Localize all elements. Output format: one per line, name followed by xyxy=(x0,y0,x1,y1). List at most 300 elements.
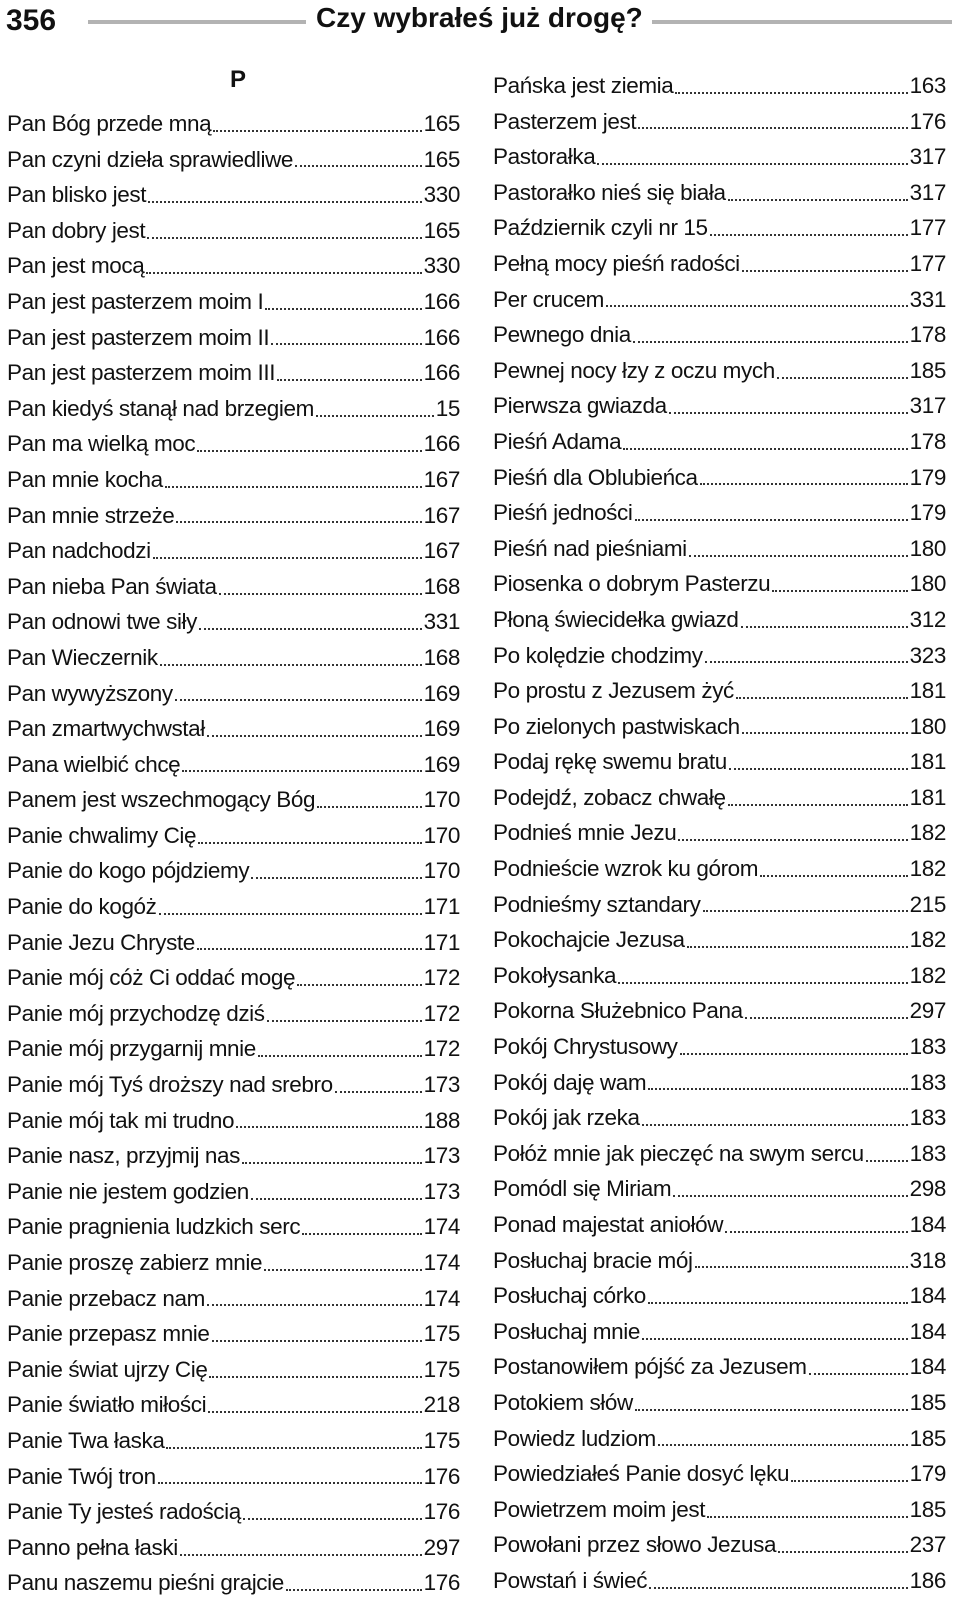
entry-title: Podejdź, zobacz chwałę xyxy=(493,784,726,810)
entry-page-number: 331 xyxy=(423,609,460,635)
dot-leader xyxy=(707,1516,908,1518)
entry-title: Panie przepasz mnie xyxy=(7,1321,210,1347)
entry-title: Panie nie jestem godzien xyxy=(7,1178,249,1204)
entry-title: Pan jest mocą xyxy=(7,253,145,279)
index-entry xyxy=(7,498,460,534)
index-entry xyxy=(493,958,946,994)
dot-leader xyxy=(642,1124,908,1126)
dot-leader xyxy=(725,1231,908,1233)
index-entry xyxy=(493,1456,946,1492)
dot-leader xyxy=(236,1126,421,1128)
dot-leader xyxy=(648,1088,907,1090)
entry-page-number: 181 xyxy=(909,749,946,775)
index-entry xyxy=(493,460,946,496)
entry-title: Panu naszemu pieśni grajcie xyxy=(7,1570,284,1596)
dot-leader xyxy=(680,1053,908,1055)
entry-title: Podnieście wzrok ku górom xyxy=(493,856,759,882)
dot-leader xyxy=(606,305,908,307)
entry-title: Pana wielbić chcę xyxy=(7,751,181,777)
entry-title: Pan Bóg przede mną xyxy=(7,111,212,136)
dot-leader xyxy=(209,1376,421,1378)
dot-leader xyxy=(219,593,422,595)
entry-title: Panie do kogóż xyxy=(7,894,157,920)
entry-title: Pastorałka xyxy=(493,144,596,170)
dot-leader xyxy=(703,910,908,912)
entry-title: Panie mój przygarnij mnie xyxy=(7,1036,256,1062)
entry-page-number: 184 xyxy=(909,1212,946,1237)
entry-page-number: 186 xyxy=(909,1567,946,1593)
entry-title: Pasterzem jest xyxy=(493,108,637,134)
entry-title: Postanowiłem pójść za Jezusem xyxy=(493,1354,807,1380)
entry-title: Pokój jak rzeka xyxy=(493,1105,640,1131)
entry-page-number: 312 xyxy=(909,606,946,632)
entry-page-number: 188 xyxy=(423,1107,460,1133)
dot-leader xyxy=(213,130,421,132)
entry-title: Pan ma wielką moc xyxy=(7,431,196,457)
entry-page-number: 183 xyxy=(909,1140,946,1166)
entry-page-number: 169 xyxy=(423,680,460,706)
index-entry xyxy=(7,284,460,320)
entry-page-number: 183 xyxy=(909,1034,946,1060)
entry-title: Panie świat ujrzy Cię xyxy=(7,1356,208,1382)
index-entry xyxy=(493,1171,946,1207)
entry-title: Pan jest pasterzem moim I xyxy=(7,288,264,314)
dot-leader xyxy=(649,1587,908,1589)
entry-page-number: 179 xyxy=(909,500,946,526)
entry-page-number: 183 xyxy=(909,1069,946,1095)
dot-leader xyxy=(180,1554,422,1556)
entry-page-number: 317 xyxy=(909,393,946,419)
index-entry xyxy=(7,604,460,640)
entry-title: Panie pragnienia ludzkich serc xyxy=(7,1214,301,1240)
entry-page-number: 185 xyxy=(909,1425,946,1451)
entry-page-number: 165 xyxy=(423,217,460,243)
dot-leader xyxy=(745,1017,908,1019)
dot-leader xyxy=(648,1302,908,1304)
entry-title: Panie Twa łaska xyxy=(7,1427,165,1453)
entry-page-number: 172 xyxy=(423,1036,460,1062)
index-entry xyxy=(493,388,946,424)
entry-page-number: 318 xyxy=(909,1247,946,1273)
dot-leader xyxy=(777,377,908,379)
entry-page-number: 167 xyxy=(423,538,460,564)
entry-page-number: 177 xyxy=(909,250,946,276)
dot-leader xyxy=(742,732,908,734)
dot-leader xyxy=(317,806,422,808)
index-entry xyxy=(493,1278,946,1314)
dot-leader xyxy=(658,1444,908,1446)
dot-leader xyxy=(742,270,908,272)
dot-leader xyxy=(791,1480,908,1482)
entry-page-number: 182 xyxy=(909,856,946,882)
index-entry xyxy=(493,744,946,780)
dot-leader xyxy=(689,555,908,557)
index-entry xyxy=(7,711,460,747)
entry-title: Powstań i świeć xyxy=(493,1567,648,1593)
entry-page-number: 184 xyxy=(909,1354,946,1380)
entry-title: Piosenka o dobrym Pasterzu xyxy=(493,571,771,597)
entry-page-number: 171 xyxy=(423,894,460,920)
entry-page-number: 180 xyxy=(909,713,946,739)
dot-leader xyxy=(673,1195,907,1197)
index-entry xyxy=(7,1245,460,1281)
index-entry xyxy=(493,175,946,211)
entry-title: Pieśń jedności xyxy=(493,500,633,526)
entry-page-number: 298 xyxy=(909,1176,946,1202)
index-entry xyxy=(7,1067,460,1103)
entry-page-number: 184 xyxy=(909,1318,946,1344)
entry-page-number: 330 xyxy=(423,182,460,208)
dot-leader xyxy=(286,1589,422,1591)
page-header xyxy=(0,0,960,44)
dot-leader xyxy=(623,448,907,450)
entry-page-number: 167 xyxy=(423,502,460,528)
entry-title: Pewnego dnia xyxy=(493,322,631,348)
dot-leader xyxy=(197,948,422,950)
dot-leader xyxy=(675,92,907,94)
entry-title: Panie mój cóż Ci oddać mogę xyxy=(7,965,296,991)
entry-title: Podnieś mnie Jezu xyxy=(493,820,677,846)
entry-page-number: 178 xyxy=(909,428,946,454)
index-entry xyxy=(7,462,460,498)
entry-page-number: 172 xyxy=(423,965,460,991)
entry-title: Pełną mocy pieśń radości xyxy=(493,250,740,276)
running-title: Czy wybrałeś już drogę? xyxy=(316,2,643,33)
entry-page-number: 176 xyxy=(423,1570,460,1596)
entry-title: Panem jest wszechmogący Bóg xyxy=(7,787,316,813)
entry-page-number: 330 xyxy=(423,253,460,279)
index-entry xyxy=(7,213,460,249)
entry-title: Per crucem xyxy=(493,286,605,312)
entry-page-number: 174 xyxy=(423,1285,460,1311)
entry-title: Pan blisko jest xyxy=(7,182,147,208)
entry-page-number: 169 xyxy=(423,716,460,742)
header-rule-left xyxy=(88,20,306,24)
entry-title: Pan jest pasterzem moim II xyxy=(7,324,270,350)
entry-title: Panie proszę zabierz mnie xyxy=(7,1250,263,1275)
index-entry xyxy=(493,353,946,389)
dot-leader xyxy=(175,699,422,701)
entry-page-number: 171 xyxy=(423,929,460,955)
index-entry xyxy=(7,853,460,889)
entry-page-number: 181 xyxy=(909,678,946,704)
dot-leader xyxy=(212,1340,422,1342)
entry-page-number: 185 xyxy=(909,1496,946,1522)
dot-leader xyxy=(736,697,908,699)
entry-title: Podaj rękę swemu bratu xyxy=(493,749,727,775)
entry-title: Panie do kogo pójdziemy xyxy=(7,858,250,884)
entry-page-number: 170 xyxy=(423,858,460,884)
dot-leader xyxy=(687,946,908,948)
entry-page-number: 182 xyxy=(909,962,946,988)
entry-title: Pastorałko nieś się biała xyxy=(493,179,726,205)
entry-page-number: 165 xyxy=(423,146,460,172)
entry-page-number: 181 xyxy=(909,784,946,810)
entry-title: Pan czyni dzieła sprawiedliwe xyxy=(7,146,294,172)
entry-title: Panie Jezu Chryste xyxy=(7,929,195,955)
entry-page-number: 317 xyxy=(909,179,946,205)
index-entry xyxy=(7,747,460,783)
entry-title: Panie Twój tron xyxy=(7,1463,156,1489)
index-entry xyxy=(493,282,946,318)
entry-page-number: 176 xyxy=(423,1499,460,1525)
dot-leader xyxy=(166,1447,421,1449)
entry-title: Po kolędzie chodzimy xyxy=(493,642,703,668)
section-letter: P xyxy=(230,66,247,93)
index-entry xyxy=(7,1494,460,1530)
entry-title: Posłuchaj bracie mój xyxy=(493,1247,693,1273)
dot-leader xyxy=(146,272,421,274)
entry-page-number: 167 xyxy=(423,466,460,492)
entry-page-number: 170 xyxy=(423,822,460,848)
entry-page-number: 163 xyxy=(909,73,946,98)
index-entry xyxy=(7,1031,460,1067)
index-entry xyxy=(7,248,460,284)
dot-leader xyxy=(728,199,908,201)
index-entry xyxy=(493,1100,946,1136)
index-entry xyxy=(7,1281,460,1317)
dot-leader xyxy=(265,308,421,310)
entry-page-number: 176 xyxy=(909,108,946,134)
index-entry xyxy=(493,780,946,816)
entry-title: Potokiem słów xyxy=(493,1389,633,1415)
index-entry xyxy=(493,602,946,638)
header-rule-right xyxy=(652,20,952,24)
index-entry xyxy=(7,1209,460,1245)
index-entry xyxy=(7,391,460,427)
dot-leader xyxy=(678,839,907,841)
index-entry xyxy=(7,676,460,712)
entry-page-number: 184 xyxy=(909,1283,946,1309)
entry-page-number: 183 xyxy=(909,1105,946,1131)
index-entry xyxy=(493,1314,946,1350)
entry-title: Pan odnowi twe siły xyxy=(7,609,198,635)
entry-title: Po prostu z Jezusem żyć xyxy=(493,678,734,704)
dot-leader xyxy=(271,343,421,345)
dot-leader xyxy=(705,661,908,663)
dot-leader xyxy=(741,626,908,628)
dot-leader xyxy=(264,1269,422,1271)
entry-page-number: 185 xyxy=(909,1389,946,1415)
entry-title: Pokochajcie Jezusa xyxy=(493,927,685,953)
entry-title: Panie nasz, przyjmij nas xyxy=(7,1143,241,1169)
dot-leader xyxy=(277,379,422,381)
index-entry xyxy=(493,1563,946,1599)
dot-leader xyxy=(700,483,908,485)
dot-leader xyxy=(148,201,422,203)
entry-title: Pan kiedyś stanął nad brzegiem xyxy=(7,395,314,421)
index-entry xyxy=(7,355,460,391)
entry-page-number: 179 xyxy=(909,1461,946,1487)
index-entry xyxy=(493,1349,946,1385)
entry-page-number: 185 xyxy=(909,357,946,383)
entry-title: Posłuchaj córko xyxy=(493,1283,646,1309)
entry-page-number: 175 xyxy=(423,1356,460,1382)
dot-leader xyxy=(198,842,422,844)
dot-leader xyxy=(147,237,421,239)
entry-title: Powietrzem moim jest xyxy=(493,1496,706,1522)
index-entry xyxy=(493,68,946,104)
entry-page-number: 166 xyxy=(423,360,460,386)
dot-leader xyxy=(728,804,908,806)
dot-leader xyxy=(251,1198,422,1200)
index-entry xyxy=(7,1387,460,1423)
index-entry xyxy=(493,1421,946,1457)
entry-title: Pokorna Służebnico Pana xyxy=(493,998,743,1024)
entry-page-number: 173 xyxy=(423,1072,460,1098)
index-entry xyxy=(7,177,460,213)
index-entry xyxy=(493,139,946,175)
entry-title: Pan mnie strzeże xyxy=(7,502,175,528)
entry-page-number: 182 xyxy=(909,820,946,846)
entry-title: Panno pełna łaski xyxy=(7,1534,178,1560)
entry-page-number: 166 xyxy=(423,431,460,457)
entry-page-number: 170 xyxy=(423,787,460,813)
entry-page-number: 166 xyxy=(423,288,460,314)
index-entry xyxy=(493,1243,946,1279)
index-entry xyxy=(7,1138,460,1174)
index-entry xyxy=(493,246,946,282)
index-entry xyxy=(493,673,946,709)
entry-title: Pan wywyższony xyxy=(7,680,173,706)
dot-leader xyxy=(207,1304,422,1306)
index-entry xyxy=(7,1459,460,1495)
index-entry xyxy=(7,1423,460,1459)
entry-title: Pieśń nad pieśniami xyxy=(493,535,687,561)
dot-leader xyxy=(335,1091,422,1093)
entry-title: Panie przebacz nam xyxy=(7,1285,205,1311)
dot-leader xyxy=(158,1482,422,1484)
index-entry xyxy=(493,1029,946,1065)
index-entry xyxy=(7,818,460,854)
dot-leader xyxy=(197,450,421,452)
entry-page-number: 237 xyxy=(909,1532,946,1558)
index-entry xyxy=(7,1316,460,1352)
index-entry xyxy=(493,1385,946,1421)
index-entry xyxy=(493,1492,946,1528)
index-entry xyxy=(7,960,460,996)
entry-title: Pan Wieczernik xyxy=(7,644,158,670)
dot-leader xyxy=(669,412,908,414)
index-entry xyxy=(7,640,460,676)
entry-title: Powiedziałeś Panie dosyć lęku xyxy=(493,1461,790,1487)
dot-leader xyxy=(295,165,422,167)
index-entry xyxy=(493,638,946,674)
index-entry xyxy=(493,709,946,745)
index-entry xyxy=(7,925,460,961)
entry-page-number: 180 xyxy=(909,571,946,597)
entry-page-number: 174 xyxy=(423,1250,460,1275)
dot-leader xyxy=(243,1518,422,1520)
entry-page-number: 180 xyxy=(909,535,946,561)
entry-title: Połóż mnie jak pieczęć na swym sercu xyxy=(493,1140,864,1166)
dot-leader xyxy=(635,519,908,521)
entry-title: Pan mnie kocha xyxy=(7,466,163,492)
index-entry xyxy=(7,996,460,1032)
entry-title: Płoną świecidełka gwiazd xyxy=(493,606,739,632)
entry-title: Pan zmartwychwstał xyxy=(7,716,205,742)
index-entry xyxy=(493,210,946,246)
index-entry xyxy=(7,142,460,178)
entry-page-number: 165 xyxy=(423,111,460,136)
entry-page-number: 168 xyxy=(423,644,460,670)
dot-leader xyxy=(772,590,907,592)
entry-title: Pan dobry jest xyxy=(7,217,146,243)
dot-leader xyxy=(165,486,422,488)
entry-title: Powołani przez słowo Jezusa xyxy=(493,1532,777,1558)
entry-page-number: 166 xyxy=(423,324,460,350)
dot-leader xyxy=(635,1409,908,1411)
entry-title: Pokój Chrystusowy xyxy=(493,1034,678,1060)
index-entry xyxy=(7,1530,460,1566)
index-entry xyxy=(7,1565,460,1601)
entry-title: Pieśń dla Oblubieńca xyxy=(493,464,698,490)
entry-title: Panie Ty jesteś radością xyxy=(7,1499,241,1525)
entry-page-number: 182 xyxy=(909,927,946,953)
entry-page-number: 178 xyxy=(909,322,946,348)
index-entry xyxy=(493,1527,946,1563)
dot-leader xyxy=(207,735,422,737)
dot-leader xyxy=(258,1055,422,1057)
entry-page-number: 173 xyxy=(423,1178,460,1204)
dot-leader xyxy=(778,1551,908,1553)
dot-leader xyxy=(251,877,421,879)
index-entry xyxy=(493,104,946,140)
entry-title: Pan nieba Pan świata xyxy=(7,573,217,599)
index-entry xyxy=(7,1174,460,1210)
entry-title: Panie światło miłości xyxy=(7,1392,207,1418)
dot-leader xyxy=(316,415,434,417)
dot-leader xyxy=(267,1020,422,1022)
entry-title: Podnieśmy sztandary xyxy=(493,891,701,917)
entry-list-left xyxy=(7,106,460,1601)
entry-title: Pokołysanka xyxy=(493,962,617,988)
entry-title: Panie mój przychodzę dziś xyxy=(7,1000,265,1026)
index-entry xyxy=(7,1103,460,1139)
index-entry xyxy=(493,317,946,353)
index-entry xyxy=(7,426,460,462)
entry-page-number: 169 xyxy=(423,751,460,777)
entry-page-number: 323 xyxy=(909,642,946,668)
entry-page-number: 174 xyxy=(423,1214,460,1240)
entry-title: Panie mój Tyś droższy nad srebro xyxy=(7,1072,333,1098)
dot-leader xyxy=(866,1160,908,1162)
entry-page-number: 177 xyxy=(909,215,946,241)
entry-page-number: 172 xyxy=(423,1000,460,1026)
index-entry xyxy=(493,1136,946,1172)
index-entry xyxy=(493,1207,946,1243)
entry-page-number: 179 xyxy=(909,464,946,490)
entry-page-number: 218 xyxy=(423,1392,460,1418)
entry-page-number: 297 xyxy=(909,998,946,1024)
entry-page-number: 317 xyxy=(909,144,946,170)
index-entry xyxy=(7,106,460,142)
index-entry xyxy=(493,815,946,851)
entry-title: Pomódl się Miriam xyxy=(493,1176,672,1202)
page-number: 356 xyxy=(6,4,57,37)
dot-leader xyxy=(297,984,422,986)
entry-list-right xyxy=(493,68,946,1599)
dot-leader xyxy=(242,1162,422,1164)
index-entry xyxy=(493,495,946,531)
dot-leader xyxy=(597,163,907,165)
entry-page-number: 173 xyxy=(423,1143,460,1169)
dot-leader xyxy=(642,1338,908,1340)
entry-title: Panie chwalimy Cię xyxy=(7,822,197,848)
dot-leader xyxy=(199,628,422,630)
entry-title: Pierwsza gwiazda xyxy=(493,393,667,419)
dot-leader xyxy=(159,913,422,915)
